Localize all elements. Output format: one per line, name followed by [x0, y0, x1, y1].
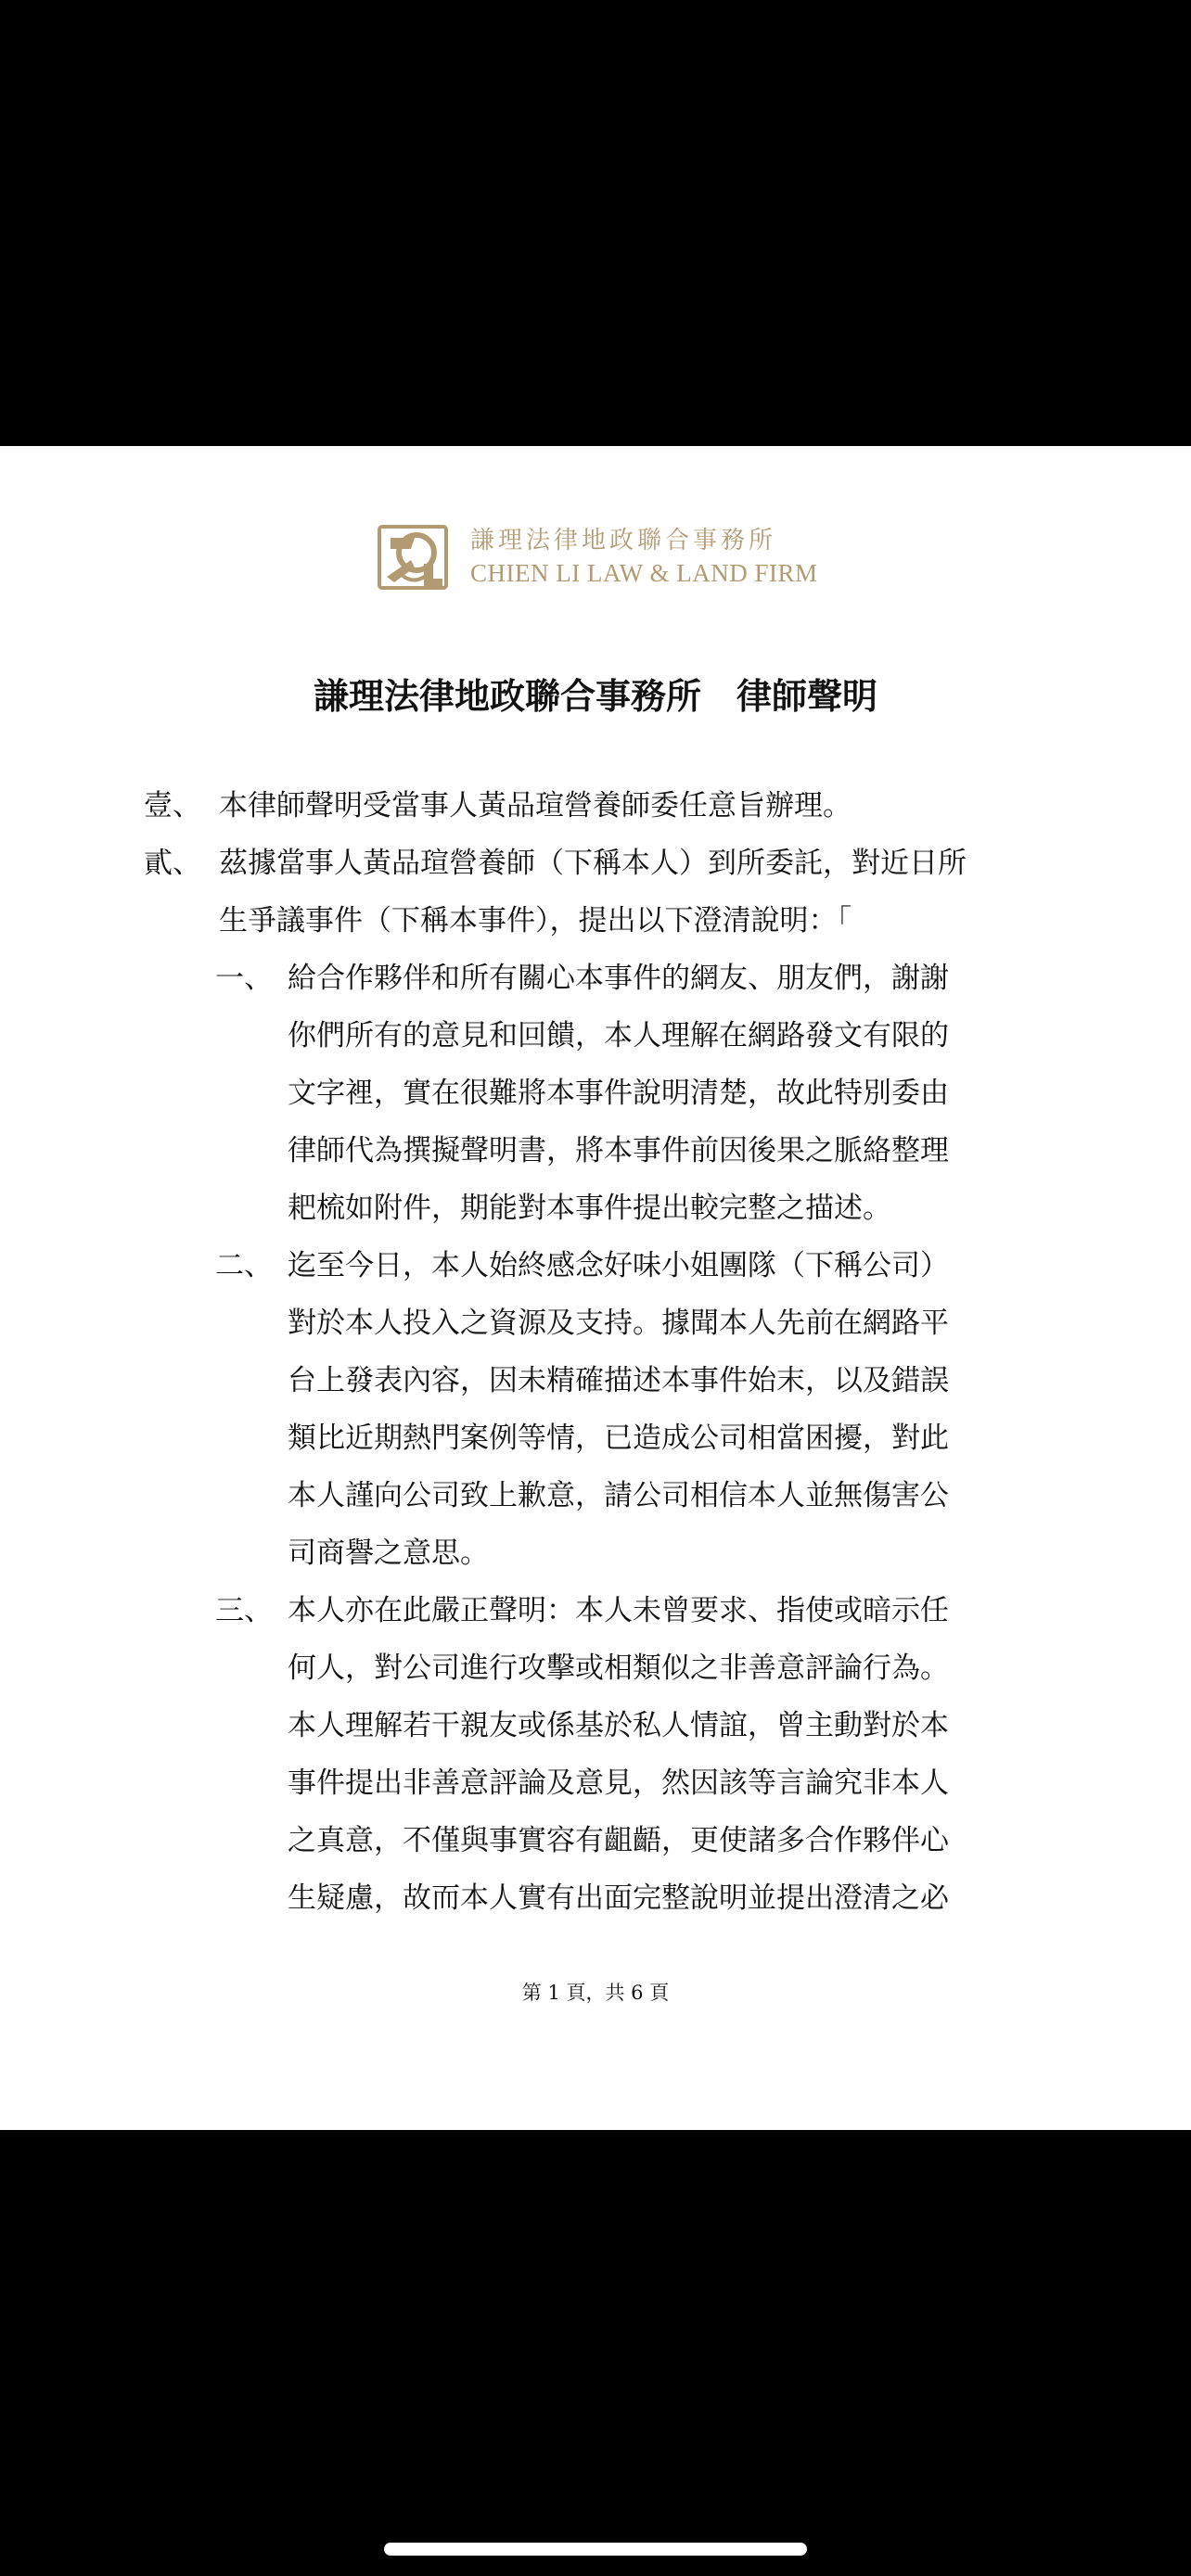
home-indicator-bar[interactable] [384, 2543, 807, 2556]
item-text: 事件提出非善意評論及意見，然因該等言論究非本人 [288, 1766, 949, 1800]
item-number: 三、 [215, 1594, 273, 1627]
item-row [0, 1812, 1191, 1869]
section-text: 本律師聲明受當事人黃品瑄營養師委任意旨辦理。 [219, 789, 852, 823]
item-text: 律師代為撰擬聲明書，將本事件前因後果之脈絡整理 [288, 1134, 949, 1167]
item-text: 給合作夥伴和所有關心本事件的網友、朋友們，謝謝 [288, 962, 949, 995]
item-row [0, 1065, 1191, 1122]
document-page [0, 446, 1191, 2130]
law-firm-logo-icon [378, 521, 450, 593]
item-text: 生疑慮，故而本人實有出面完整說明並提出澄清之必 [288, 1881, 949, 1915]
item-text: 文字裡，實在很難將本事件說明清楚，故此特別委由 [288, 1077, 949, 1110]
item-row [0, 1122, 1191, 1180]
item-row [0, 1639, 1191, 1697]
firm-logo [378, 520, 818, 594]
item-text: 你們所有的意見和回饋，本人理解在網路發文有限的 [288, 1019, 949, 1052]
item-number: 二、 [215, 1249, 273, 1282]
item-row [0, 1294, 1191, 1352]
item-text: 本人謹向公司致上歉意，請公司相信本人並無傷害公 [288, 1479, 949, 1512]
item-row [0, 1409, 1191, 1467]
item-row [0, 1467, 1191, 1524]
item-row [0, 1007, 1191, 1065]
item-row [0, 1352, 1191, 1409]
item-text: 對於本人投入之資源及支持。據聞本人先前在網路平 [288, 1307, 949, 1340]
document-body [0, 777, 1191, 1927]
item-row [0, 1524, 1191, 1582]
section-text: 茲據當事人黃品瑄營養師（下稱本人）到所委託，對近日所 [219, 847, 967, 880]
firm-name-english: CHIEN LI LAW & LAND FIRM [470, 559, 818, 587]
item-row [0, 1582, 1191, 1639]
item-text: 何人，對公司進行攻擊或相類似之非善意評論行為。 [288, 1651, 949, 1685]
document-title: 謙理法律地政聯合事務所 律師聲明 [313, 675, 877, 717]
section-row [0, 835, 1191, 892]
firm-name [470, 525, 818, 590]
section-text: 生爭議事件（下稱本事件），提出以下澄清說明：「 [219, 904, 852, 937]
item-row [0, 950, 1191, 1007]
item-row [0, 1237, 1191, 1294]
item-text: 本人理解若干親友或係基於私人情誼，曾主動對於本 [288, 1709, 949, 1742]
item-text: 類比近期熱門案例等情，已造成公司相當困擾，對此 [288, 1422, 949, 1455]
item-row [0, 1697, 1191, 1754]
section-number: 壹、 [144, 789, 201, 823]
item-row [0, 1180, 1191, 1237]
item-text: 本人亦在此嚴正聲明：本人未曾要求、指使或暗示任 [288, 1594, 949, 1627]
item-text: 耙梳如附件，期能對本事件提出較完整之描述。 [288, 1192, 891, 1225]
item-text: 迄至今日，本人始終感念好味小姐團隊（下稱公司） [288, 1249, 949, 1282]
item-text: 台上發表內容，因未精確描述本事件始末，以及錯誤 [288, 1364, 949, 1397]
item-number: 一、 [215, 962, 273, 995]
item-row [0, 1754, 1191, 1812]
page-number-footer: 第 1 頁，共 6 頁 [521, 1982, 670, 2004]
section-row [0, 892, 1191, 950]
item-row [0, 1869, 1191, 1927]
section-row [0, 777, 1191, 835]
section-number: 貳、 [144, 847, 201, 880]
item-text: 司商譽之意思。 [288, 1537, 489, 1570]
firm-name-chinese: 謙理法律地政聯合事務所 [470, 527, 777, 555]
item-text: 之真意，不僅與事實容有齟齬，更使諸多合作夥伴心 [288, 1824, 949, 1857]
